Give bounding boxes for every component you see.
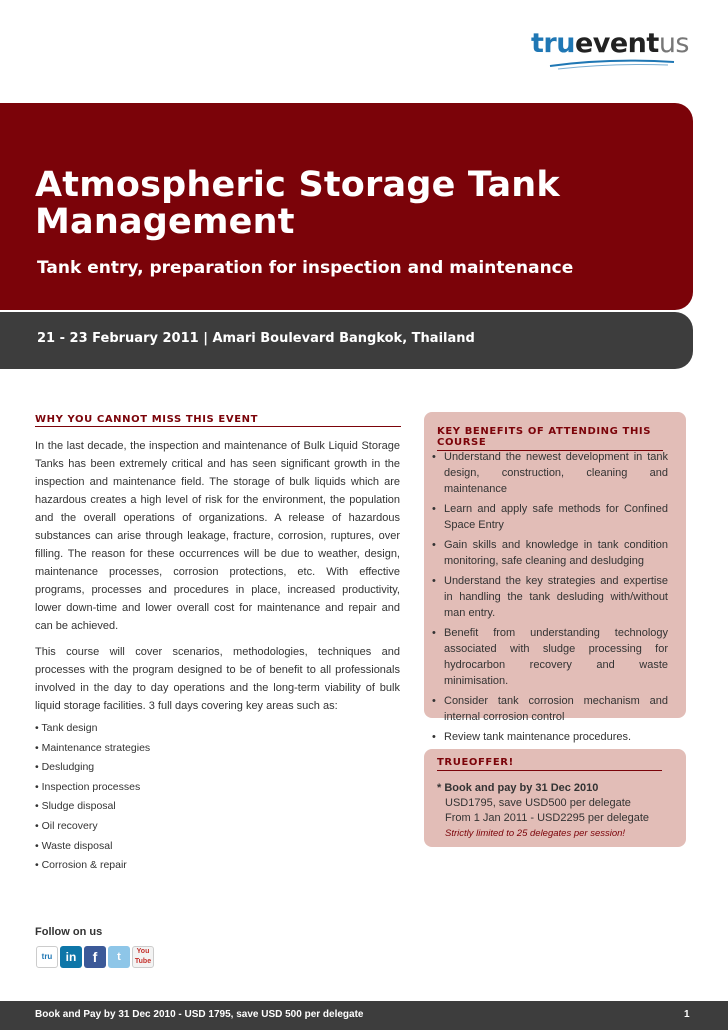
list-item: • Corrosion & repair — [35, 856, 150, 876]
benefits-heading: KEY BENEFITS OF ATTENDING THIS COURSE — [437, 426, 663, 451]
youtube-icon[interactable]: You Tube — [132, 946, 154, 968]
trueventus-icon[interactable]: tru — [36, 946, 58, 968]
trueventus-logo — [531, 28, 689, 59]
list-item: • Understand the key strategies and expertise in handling the tank desluding with/without man entry. — [432, 573, 668, 621]
offer-heading: TRUEOFFER! — [437, 757, 662, 771]
list-item: • Understand the newest development in tank design, construction, cleaning and maintenance — [432, 449, 668, 497]
page-subtitle: Tank entry, preparation for inspection and maintenance — [37, 258, 574, 278]
list-item: • Consider tank corrosion mechanism and internal corrosion control — [432, 693, 668, 725]
list-item: • Maintenance strategies — [35, 739, 150, 759]
logo-event: event — [574, 28, 659, 59]
list-item: • Tank design — [35, 719, 150, 739]
twitter-icon[interactable]: t — [108, 946, 130, 968]
why-heading: WHY YOU CANNOT MISS THIS EVENT — [35, 414, 401, 427]
event-date-location: 21 - 23 February 2011 | Amari Boulevard Bangkok, Thailand — [37, 331, 475, 346]
why-paragraph-2: This course will cover scenarios, methodologies, techniques and processes with the program designed to be of benefit to all professionals involved in the day to day operations and the long-term viability of bulk liquid storage facilities. 3 full days covering key areas such as: — [35, 646, 400, 712]
logo-tru: tru — [531, 28, 575, 59]
offer-early-price: USD1795, save USD500 per delegate — [445, 797, 631, 809]
list-item: • Benefit from understanding technology associated with sludge processing for hydrocarbon recovery and waste minimisation. — [432, 625, 668, 689]
list-item: • Review tank maintenance procedures. — [432, 729, 668, 745]
footer-text: Book and Pay by 31 Dec 2010 - USD 1795, save USD 500 per delegate — [35, 1009, 364, 1020]
facebook-icon[interactable]: f — [84, 946, 106, 968]
list-item: • Learn and apply safe methods for Confined Space Entry — [432, 501, 668, 533]
list-item: • Waste disposal — [35, 837, 150, 857]
offer-limit-note: Strictly limited to 25 delegates per session! — [445, 828, 626, 839]
list-item: • Sludge disposal — [35, 797, 150, 817]
why-paragraph-1: In the last decade, the inspection and maintenance of Bulk Liquid Storage Tanks has been extremely critical and has seen significant growth in the inspection and maintenance field. The storage of bulk liquids which are hazardous creates a high level of risk for the environment, the population and the overall operations of organizations. A release of hazardous substances can arise through leakage, fracture, corrosion, ruptures, over filling. The reason for these occurrences will be due to weather, design, maintenance processes, corrosion protections, etc. With effective programs, processes and procedures in place, increased productivity, lower down-time and lower overall cost for maintenance and repair and can be achieved. — [35, 440, 400, 632]
list-item: • Gain skills and knowledge in tank condition monitoring, safe cleaning and desludging — [432, 537, 668, 569]
page-title: Atmospheric Storage Tank Management — [35, 165, 560, 242]
follow-label: Follow on us — [35, 926, 103, 938]
topic-list — [35, 719, 150, 876]
list-item: • Desludging — [35, 758, 150, 778]
linkedin-icon[interactable]: in — [60, 946, 82, 968]
logo-swoosh-icon — [548, 56, 676, 72]
offer-book-by: * Book and pay by 31 Dec 2010 — [437, 782, 599, 794]
logo-us: us — [658, 28, 689, 59]
why-body — [35, 437, 400, 723]
page-number: 1 — [684, 1009, 690, 1020]
list-item: • Inspection processes — [35, 778, 150, 798]
benefits-list — [432, 449, 668, 749]
offer-regular-price: From 1 Jan 2011 - USD2295 per delegate — [445, 812, 650, 824]
list-item: • Oil recovery — [35, 817, 150, 837]
